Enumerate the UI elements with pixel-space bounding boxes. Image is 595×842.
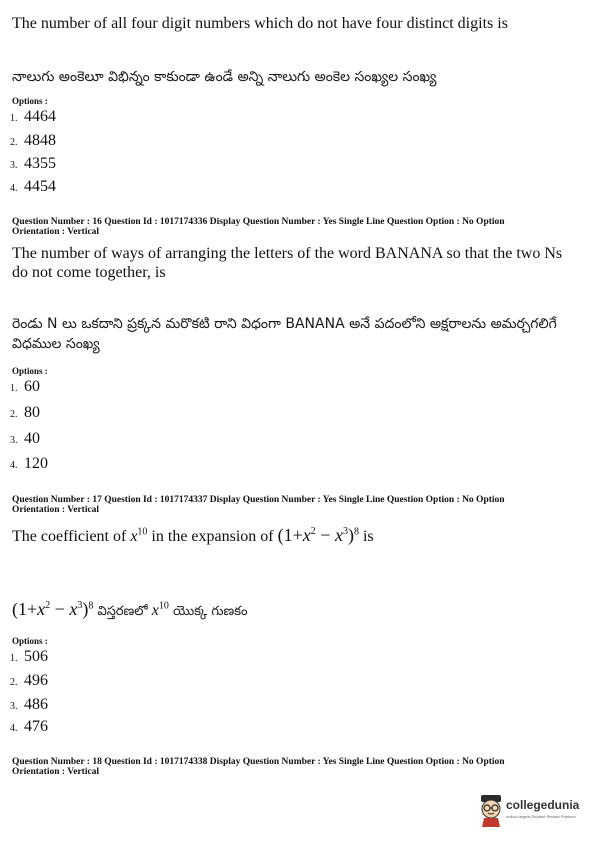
q16-telugu-text: రెండు N లు ఒకదాని ప్రక్కన మరొకటి రాని విధంగా BANANA అనే పదంలోని అక్షరాలను అమర్చగలిగే విధముల సంఖ్య xyxy=(12,316,557,352)
q17-expression-telugu: $(1+x^2 - x^3)$ xyxy=(12,599,89,619)
q16-english-text: The number of ways of arranging the letters of the word BANANA so that the two Ns do not come together, is xyxy=(12,245,563,281)
q16-option-2[interactable]: 2. 80 xyxy=(10,404,40,421)
q17-orientation: Orientation : Vertical xyxy=(12,505,100,515)
q17-options-label: Options : xyxy=(12,636,48,646)
q17-telugu-text: $(1+x^2 - x^3)^8$ విస్తరణలో $x^{10}$ యొక్క గుణకం xyxy=(12,599,248,619)
q15-option-2[interactable]: 2. 4848 xyxy=(10,132,56,149)
q15-options-label: Options : xyxy=(12,96,48,106)
q15-option-3[interactable]: 3. 4355 xyxy=(10,155,56,172)
q18-meta-line: Question Number : 18 Question Id : 1017174338 Display Question Number : Yes Single Line Question Option : No Option xyxy=(12,757,505,767)
q16-option-1[interactable]: 1. 60 xyxy=(10,378,40,395)
q17-expression: $(1+x^2 - x^3)$ xyxy=(277,525,354,545)
q17-english-text: The coefficient of $x^{10}$ in the expansion of $(1+x^2 - x^3)^8$ is xyxy=(12,525,374,545)
q17-option-3[interactable]: 3. 486 xyxy=(10,696,48,713)
q17-option-2[interactable]: 2. 496 xyxy=(10,672,48,689)
mascot-icon xyxy=(478,794,504,828)
q16-orientation: Orientation : Vertical xyxy=(12,227,100,237)
q18-orientation: Orientation : Vertical xyxy=(12,767,100,777)
q16-option-3[interactable]: 3. 40 xyxy=(10,430,40,447)
collegedunia-logo: collegedunia India's largest Student Review Platform xyxy=(478,792,593,832)
q15-option-4[interactable]: 4. 4454 xyxy=(10,178,56,195)
q15-telugu-text: నాలుగు అంకెలూ విభిన్నం కాకుండా ఉండే అన్ని నాలుగు అంకెల సంఖ్యల సంఖ్య xyxy=(12,69,437,85)
q17-option-4[interactable]: 4. 476 xyxy=(10,718,48,735)
q15-option-1[interactable]: 1. 4464 xyxy=(10,108,56,125)
q17-option-1[interactable]: 1. 506 xyxy=(10,648,48,665)
q16-meta-line: Question Number : 16 Question Id : 1017174336 Display Question Number : Yes Single Line Question Option : No Option xyxy=(12,217,505,227)
q16-options-label: Options : xyxy=(12,366,48,376)
q17-meta-line: Question Number : 17 Question Id : 1017174337 Display Question Number : Yes Single Line Question Option : No Option xyxy=(12,495,505,505)
q16-option-4[interactable]: 4. 120 xyxy=(10,455,48,472)
q15-english-text: The number of all four digit numbers which do not have four distinct digits is xyxy=(12,15,508,32)
